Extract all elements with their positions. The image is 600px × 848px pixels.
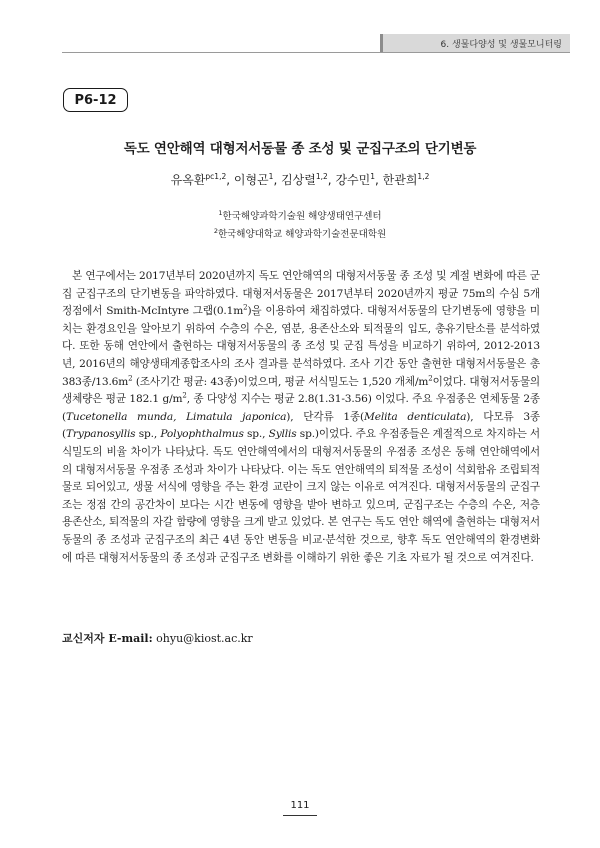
header-divider [62,52,570,53]
affiliation-sup: 1 [218,208,223,217]
abstract-text: 본 연구에서는 2017년부터 2020년까지 독도 연안해역의 대형저서동물 종 조성 및 계절 변화에 따른 군집 군집구조의 단기변동을 파악하였다. 대형저서동물은 2017년부터 2020년까지 평균 75m의 수심 5개 정점에서 Smith-McIntyre 그랩(0.1m [62,270,540,318]
species-name: Melita denticulata [364,410,467,423]
species-name: Trypanosyllis [65,428,136,441]
poster-id-label: P6-12 [74,92,117,108]
abstract-text: )을 이용하여 채집하였다. 대형저서동물의 단기변동에 영향을 미치는 환경요인을 알아보기 위하여 수층의 수온, 염분, 용존산소와 퇴적물의 입도, 총유기탄소를 분석하였다. 또한 동해 연안에서 출현하는 대형저서동물의 종 조성 및 군집 특성을 비교하기 위하여, 2012-2013년, 2016년의 해양생태계종합조사의 조사 결과를 분석하였다. 조사 기간 동안 출현한 대형저서동물은 총 383종/13.6m [62,305,540,388]
abstract-text: sp., [243,428,269,441]
author-separator: , [375,173,383,187]
affiliation-2 [0,226,600,240]
species-name: Tucetonella munda, Limatula japonica [65,410,287,423]
author-separator: , [327,173,336,187]
corresponding-email [62,630,253,646]
abstract-text: 이었다. 대형저서동물의 생체량은 평균 182.1 g/m [62,375,540,406]
author-list [0,171,600,188]
abstract-text: sp.)이었다. 주요 우점종들은 계절적으로 차지하는 서식밀도의 비율 차이가 나타났다. 독도 연안해역에서의 대형저서동물의 우점종 조성은 동해 연안해역에서의 대형저서동물 우점종 조성과 차이가 나타났다. 이는 독도 연안해역의 퇴적물 조성이 석회함유 조립퇴적물로 되어있고, 생물 서식에 영향을 주는 환경 교란이 크지 않는 이유로 여겨진다. 대형저서동물의 군집구조는 정점 간의 공간차이 보다는 시간 변동에 영향을 받아 변하고 있으며, 군집구조는 수층의 수온, 저층 용존산소, 퇴적물의 자갈 함량에 영향을 크게 받고 있었다. 본 연구는 독도 연안 해역에 출현하는 대형저서동물의 종 조성과 군집구조의 최근 4년 동안 변동을 비교·분석한 것으로, 향후 독도 연안해역의 환경변화에 따른 대형저서동물의 종 조성과 군집구조 변화를 이해하기 위한 좋은 기초 자료가 될 것으로 여겨진다. [62,428,540,564]
unit-superscript: 2 [428,374,433,383]
section-header-tab [380,34,570,52]
author-separator: , [226,173,234,187]
affiliation-sup: 2 [213,226,218,235]
species-name: Syllis [268,428,297,441]
abstract-body [62,268,540,567]
author-separator: , [273,173,282,187]
affiliation-text: 한국해양대학교 해양과학기술전문대학원 [217,229,387,240]
abstract-text: ), 다모류 3종( [62,410,541,441]
poster-id-badge [63,88,128,112]
section-header-label: 6. 생물다양성 및 생물모니터링 [440,39,562,50]
author-affil-sup: 1,2 [315,172,328,181]
author-affil-sup: 1 [268,172,274,181]
email-address[interactable]: ohyu@kiost.ac.kr [156,632,253,645]
author-affil-sup: 1 [370,172,375,181]
affiliation-1 [0,208,600,222]
author-name: 강수민 [335,173,371,187]
author-affil-sup: pc1,2 [205,172,227,181]
abstract-text: (조사기간 평균: 43종)이었으며, 평균 서식밀도는 1,520 개체/m [132,375,429,388]
author-name: 이형곤 [233,173,269,187]
author-name: 김상렬 [281,173,316,187]
unit-superscript: 2 [243,303,248,312]
email-label: 교신저자 E-mail: [62,632,153,645]
page-number-underline [283,815,317,816]
unit-superscript: 2 [128,374,133,383]
page-number: 111 [290,800,310,811]
abstract-text: sp., [135,428,161,441]
author-name: 유옥환 [170,173,206,187]
author-name: 한관희 [382,173,418,187]
author-affil-sup: 1,2 [417,172,430,181]
abstract-paragraph [62,268,540,567]
abstract-text: , 종 다양성 지수는 평균 2.8(1.31-3.56) 이었다. 주요 우점종은 연체동물 2종( [62,393,540,423]
abstract-text: ), 단각류 1종( [286,410,365,423]
affiliation-text: 한국해양과학기술원 해양생태연구센터 [222,211,382,222]
unit-superscript: 2 [182,391,187,400]
species-name: Polyophthalmus [160,428,244,441]
paper-title: 독도 연안해역 대형저서동물 종 조성 및 군집구조의 단기변동 [123,141,477,157]
